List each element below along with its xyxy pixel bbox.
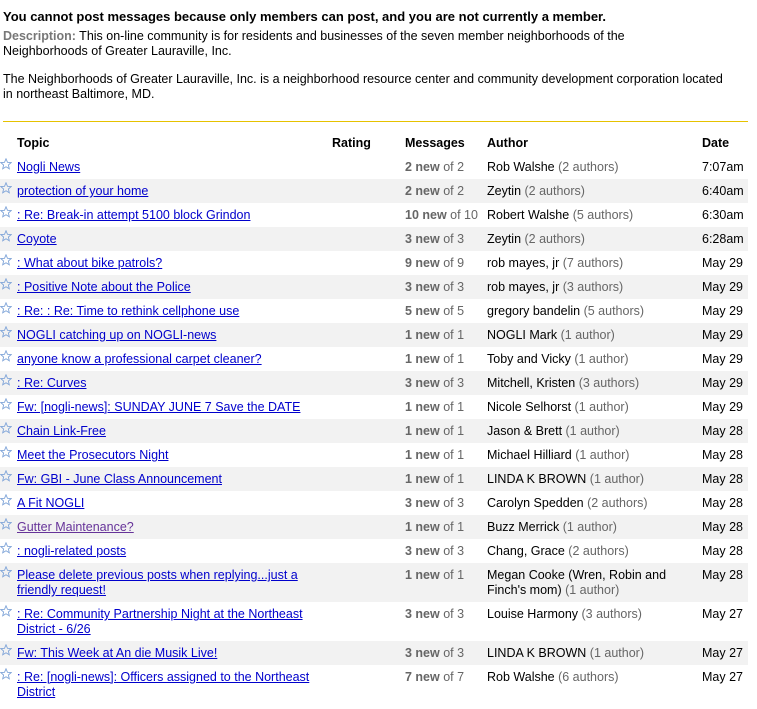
star-icon[interactable]	[0, 446, 12, 458]
new-count: 1 new	[405, 400, 440, 414]
topic-date: May 27	[702, 670, 743, 684]
divider	[3, 121, 748, 122]
topic-link[interactable]: Meet the Prosecutors Night	[17, 448, 169, 462]
topic-row	[0, 251, 748, 275]
topic-date: May 27	[702, 607, 743, 621]
topic-link[interactable]: Nogli News	[17, 160, 81, 174]
star-icon[interactable]	[0, 398, 12, 410]
header-date: Date	[702, 136, 730, 150]
message-count	[405, 424, 464, 438]
author-name: LINDA K BROWN	[487, 646, 587, 660]
star-icon[interactable]	[0, 302, 12, 314]
total-count: of 3	[439, 232, 465, 246]
star-icon[interactable]	[0, 278, 12, 290]
header-rating: Rating	[332, 136, 371, 150]
topic-date: 6:30am	[702, 208, 744, 222]
topic-author	[487, 472, 692, 487]
non-member-notice: You cannot post messages because only members can post, and you are not currently a member.	[3, 9, 607, 24]
topic-author	[487, 670, 692, 685]
topic-author	[487, 184, 692, 199]
topic-date: May 29	[702, 352, 743, 366]
topic-date: 7:07am	[702, 160, 744, 174]
topic-date: May 28	[702, 496, 743, 510]
author-name: Zeytin	[487, 232, 522, 246]
topic-author	[487, 256, 692, 271]
message-count	[405, 544, 464, 558]
topic-date: May 29	[702, 256, 743, 270]
new-count: 1 new	[405, 568, 440, 582]
author-name: Buzz Merrick	[487, 520, 560, 534]
message-count	[405, 376, 464, 390]
topic-row	[0, 323, 748, 347]
author-name: Carolyn Spedden	[487, 496, 584, 510]
topic-author	[487, 448, 692, 463]
new-count: 2 new	[405, 184, 440, 198]
topic-date: May 28	[702, 424, 743, 438]
total-count: of 7	[439, 670, 465, 684]
topic-row	[0, 299, 748, 323]
topic-link[interactable]: Fw: This Week at An die Musik Live!	[17, 646, 218, 660]
message-count	[405, 670, 464, 684]
star-icon[interactable]	[0, 470, 12, 482]
message-count	[405, 160, 464, 174]
author-count: (5 authors)	[580, 304, 645, 318]
topic-link[interactable]: Coyote	[17, 232, 57, 246]
topic-date: May 28	[702, 568, 743, 582]
topic-date: May 29	[702, 280, 743, 294]
topic-link[interactable]: Please delete previous posts when replying...just a friendly request!	[17, 568, 298, 597]
topic-date: May 28	[702, 544, 743, 558]
message-count	[405, 328, 464, 342]
topic-link[interactable]: Fw: GBI - June Class Announcement	[17, 472, 222, 486]
new-count: 1 new	[405, 448, 440, 462]
star-icon[interactable]	[0, 542, 12, 554]
topic-link[interactable]: Chain Link-Free	[17, 424, 106, 438]
topic-row	[0, 641, 748, 665]
author-count: (3 authors)	[578, 607, 642, 621]
topic-list	[0, 155, 748, 704]
topic-author	[487, 208, 692, 223]
topic-row	[0, 275, 748, 299]
total-count: of 10	[446, 208, 478, 222]
topic-row	[0, 371, 748, 395]
topic-author	[487, 400, 692, 415]
topic-date: May 28	[702, 448, 743, 462]
header-author: Author	[487, 136, 528, 150]
message-count	[405, 607, 464, 621]
new-count: 3 new	[405, 646, 440, 660]
new-count: 3 new	[405, 496, 440, 510]
message-count	[405, 448, 464, 462]
total-count: of 2	[439, 160, 465, 174]
author-name: LINDA K BROWN	[487, 472, 587, 486]
topic-author	[487, 304, 692, 319]
group-description	[3, 29, 693, 59]
message-count	[405, 184, 464, 198]
author-name: gregory bandelin	[487, 304, 581, 318]
topic-row	[0, 227, 748, 251]
author-name: Rob Walshe	[487, 670, 555, 684]
total-count: of 3	[439, 496, 465, 510]
topic-link[interactable]: anyone know a professional carpet cleaner?	[17, 352, 262, 366]
total-count: of 9	[439, 256, 465, 270]
topic-link[interactable]: : What about bike patrols?	[17, 256, 163, 270]
new-count: 1 new	[405, 520, 440, 534]
author-name: Megan Cooke (Wren, Robin and Finch's mom)	[487, 568, 667, 597]
author-name: Toby and Vicky	[487, 352, 571, 366]
topic-link[interactable]: A Fit NOGLI	[17, 496, 85, 510]
author-count: (2 authors)	[583, 496, 648, 510]
new-count: 1 new	[405, 472, 440, 486]
author-name: rob mayes, jr	[487, 256, 560, 270]
author-count: (2 authors)	[554, 160, 619, 174]
author-name: Nicole Selhorst	[487, 400, 572, 414]
topic-link[interactable]: : Re: Break-in attempt 5100 block Grindon	[17, 208, 251, 222]
topic-author	[487, 646, 692, 661]
topic-author	[487, 607, 692, 622]
author-count: (1 author)	[570, 352, 629, 366]
author-count: (1 author)	[557, 328, 615, 342]
topic-author	[487, 496, 692, 511]
topic-author	[487, 520, 692, 535]
star-icon[interactable]	[0, 518, 12, 530]
topic-row	[0, 467, 748, 491]
author-count: (5 authors)	[569, 208, 634, 222]
topic-date: May 29	[702, 328, 743, 342]
author-name: Mitchell, Kristen	[487, 376, 576, 390]
author-name: Zeytin	[487, 184, 522, 198]
topic-link[interactable]: : Re: Curves	[17, 376, 87, 390]
topic-date: May 27	[702, 646, 743, 660]
message-count	[405, 352, 464, 366]
author-count: (3 authors)	[559, 280, 624, 294]
group-about: The Neighborhoods of Greater Lauraville, Inc. is a neighborhood resource center and community development corporation located in northeast Baltimore, MD.	[3, 72, 723, 101]
total-count: of 1	[439, 568, 465, 582]
author-name: rob mayes, jr	[487, 280, 560, 294]
new-count: 3 new	[405, 376, 440, 390]
message-count	[405, 280, 464, 294]
header-messages: Messages	[405, 136, 465, 150]
new-count: 1 new	[405, 352, 440, 366]
topic-author	[487, 328, 692, 343]
author-count: (6 authors)	[554, 670, 619, 684]
topic-row	[0, 347, 748, 371]
new-count: 3 new	[405, 607, 440, 621]
message-count	[405, 496, 464, 510]
topic-row	[0, 665, 748, 704]
author-count: (2 authors)	[521, 184, 585, 198]
total-count: of 1	[439, 472, 465, 486]
topic-row	[0, 491, 748, 515]
topic-link[interactable]: : Positive Note about the Police	[17, 280, 191, 294]
author-name: NOGLI Mark	[487, 328, 558, 342]
star-icon[interactable]	[0, 206, 12, 218]
topic-author	[487, 568, 692, 598]
message-count	[405, 256, 464, 270]
new-count: 5 new	[405, 304, 440, 318]
author-count: (2 authors)	[521, 232, 585, 246]
topic-link[interactable]: protection of your home	[17, 184, 149, 198]
total-count: of 3	[439, 544, 465, 558]
topic-date: 6:28am	[702, 232, 744, 246]
new-count: 10 new	[405, 208, 447, 222]
topic-link[interactable]: : Re: Community Partnership Night at the Northeast District - 6/26	[17, 607, 303, 636]
topic-author	[487, 352, 692, 367]
topic-row	[0, 515, 748, 539]
star-icon[interactable]	[0, 350, 12, 362]
author-name: Jason & Brett	[487, 424, 563, 438]
author-count: (1 author)	[559, 520, 617, 534]
topic-link[interactable]: Gutter Maintenance?	[17, 520, 134, 534]
total-count: of 1	[439, 328, 465, 342]
message-count	[405, 232, 464, 246]
message-count	[405, 646, 464, 660]
topic-row	[0, 602, 748, 641]
topic-row	[0, 563, 748, 602]
author-name: Rob Walshe	[487, 160, 555, 174]
star-icon[interactable]	[0, 326, 12, 338]
topic-link[interactable]: : nogli-related posts	[17, 544, 127, 558]
author-name: Robert Walshe	[487, 208, 570, 222]
author-name: Michael Hilliard	[487, 448, 572, 462]
topic-author	[487, 544, 692, 559]
message-count	[405, 472, 464, 486]
topic-row	[0, 443, 748, 467]
total-count: of 3	[439, 607, 465, 621]
author-name: Chang, Grace	[487, 544, 565, 558]
topic-author	[487, 160, 692, 175]
topic-link[interactable]: Fw: [nogli-news]: SUNDAY JUNE 7 Save the DATE	[17, 400, 301, 414]
message-count	[405, 520, 464, 534]
star-icon[interactable]	[0, 254, 12, 266]
new-count: 7 new	[405, 670, 440, 684]
total-count: of 3	[439, 376, 465, 390]
topic-row	[0, 419, 748, 443]
star-icon[interactable]	[0, 422, 12, 434]
topic-row	[0, 539, 748, 563]
new-count: 1 new	[405, 424, 440, 438]
topic-row	[0, 179, 748, 203]
topic-author	[487, 424, 692, 439]
star-icon[interactable]	[0, 644, 12, 656]
topic-row	[0, 155, 748, 179]
star-icon[interactable]	[0, 668, 12, 680]
author-count: (3 authors)	[575, 376, 640, 390]
new-count: 3 new	[405, 280, 440, 294]
author-count: (1 author)	[571, 448, 630, 462]
message-count	[405, 400, 464, 414]
author-count: (1 author)	[586, 472, 644, 486]
total-count: of 1	[439, 352, 465, 366]
author-count: (7 authors)	[559, 256, 624, 270]
topic-row	[0, 395, 748, 419]
new-count: 9 new	[405, 256, 440, 270]
topic-author	[487, 232, 692, 247]
message-count	[405, 304, 464, 318]
new-count: 2 new	[405, 160, 440, 174]
star-icon[interactable]	[0, 230, 12, 242]
new-count: 3 new	[405, 232, 440, 246]
author-count: (1 author)	[586, 646, 644, 660]
topic-date: May 29	[702, 304, 743, 318]
total-count: of 3	[439, 280, 465, 294]
description-label: Description:	[3, 29, 76, 43]
header-topic: Topic	[17, 136, 50, 150]
description-text: This on-line community is for residents and businesses of the seven member neighborhoods of the Neighborhoods of Greater Lauraville, Inc.	[3, 29, 625, 58]
author-count: (1 author)	[562, 424, 620, 438]
topic-date: May 28	[702, 520, 743, 534]
topic-date: May 28	[702, 472, 743, 486]
total-count: of 1	[439, 520, 465, 534]
star-icon[interactable]	[0, 494, 12, 506]
star-icon[interactable]	[0, 158, 12, 170]
author-count: (2 authors)	[564, 544, 629, 558]
star-icon[interactable]	[0, 182, 12, 194]
total-count: of 1	[439, 400, 465, 414]
topic-row	[0, 203, 748, 227]
star-icon[interactable]	[0, 374, 12, 386]
total-count: of 2	[439, 184, 465, 198]
new-count: 1 new	[405, 328, 440, 342]
author-name: Louise Harmony	[487, 607, 579, 621]
total-count: of 1	[439, 448, 465, 462]
star-icon[interactable]	[0, 566, 12, 578]
topic-date: May 29	[702, 400, 743, 414]
topic-author	[487, 280, 692, 295]
topic-date: 6:40am	[702, 184, 744, 198]
topic-link[interactable]: : Re: [nogli-news]: Officers assigned to the Northeast District	[17, 670, 310, 699]
star-icon[interactable]	[0, 605, 12, 617]
total-count: of 3	[439, 646, 465, 660]
total-count: of 5	[439, 304, 465, 318]
total-count: of 1	[439, 424, 465, 438]
message-count	[405, 208, 478, 222]
topic-link[interactable]: : Re: : Re: Time to rethink cellphone use	[17, 304, 240, 318]
author-count: (1 author)	[571, 400, 629, 414]
topic-author	[487, 376, 692, 391]
new-count: 3 new	[405, 544, 440, 558]
topic-link[interactable]: NOGLI catching up on NOGLI-news	[17, 328, 217, 342]
topic-date: May 29	[702, 376, 743, 390]
author-count: (1 author)	[561, 583, 620, 597]
message-count	[405, 568, 464, 582]
